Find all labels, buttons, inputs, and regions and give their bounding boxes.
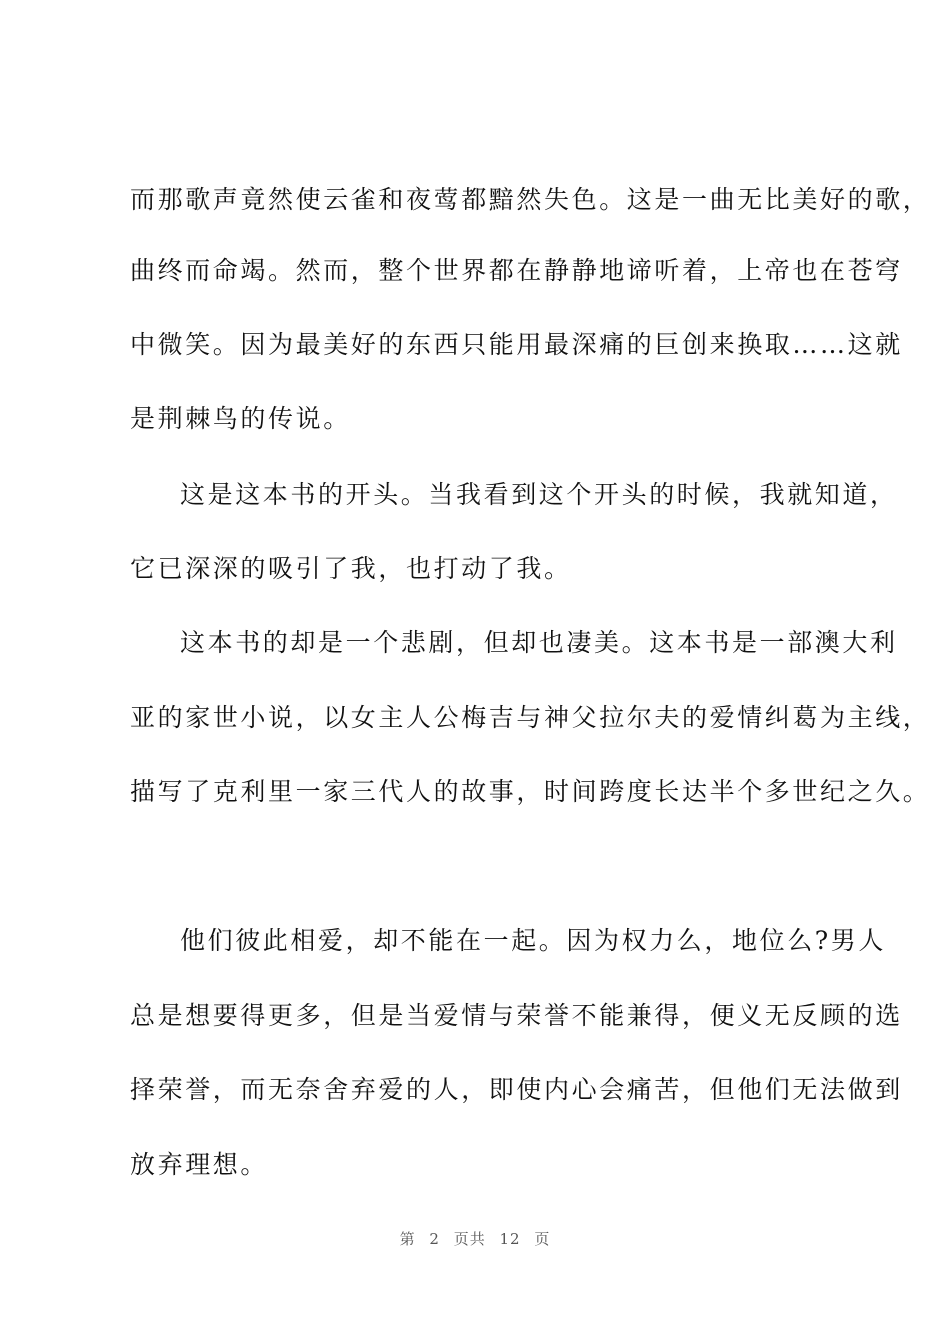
- paragraph-3-line-2: 亚的家世小说，以女主人公梅吉与神父拉尔夫的爱情纠葛为主线，: [130, 703, 931, 732]
- paragraph-4-line-3: 择荣誉，而无奈舍弃爱的人，即使内心会痛苦，但他们无法做到: [130, 1075, 903, 1104]
- paragraph-1-line-3: 中微笑。因为最美好的东西只能用最深痛的巨创来换取……这就: [130, 330, 903, 359]
- paragraph-1-line-2: 曲终而命竭。然而，整个世界都在静静地谛听着，上帝也在苍穹: [130, 256, 903, 285]
- paragraph-3-line-3: 描写了克利里一家三代人的故事，时间跨度长达半个多世纪之久。: [130, 777, 931, 806]
- paragraph-1-line-4: 是荆棘鸟的传说。: [130, 404, 351, 433]
- paragraph-2-line-2: 它已深深的吸引了我，也打动了我。: [130, 554, 572, 583]
- paragraph-1-line-1: 而那歌声竟然使云雀和夜莺都黯然失色。这是一曲无比美好的歌，: [130, 185, 931, 214]
- paragraph-4-line-2: 总是想要得更多，但是当爱情与荣誉不能兼得，便义无反顾的选: [130, 1001, 903, 1030]
- paragraph-3-line-1: 这本书的却是一个悲剧，但却也凄美。这本书是一部澳大利: [180, 628, 898, 657]
- page-number-footer: 第 2 页共 12 页: [399, 1230, 551, 1248]
- paragraph-2-line-1: 这是这本书的开头。当我看到这个开头的时候，我就知道，: [180, 480, 898, 509]
- paragraph-4-line-4: 放弃理想。: [130, 1150, 269, 1179]
- paragraph-4-line-1: 他们彼此相爱，却不能在一起。因为权力么，地位么?男人: [180, 926, 887, 955]
